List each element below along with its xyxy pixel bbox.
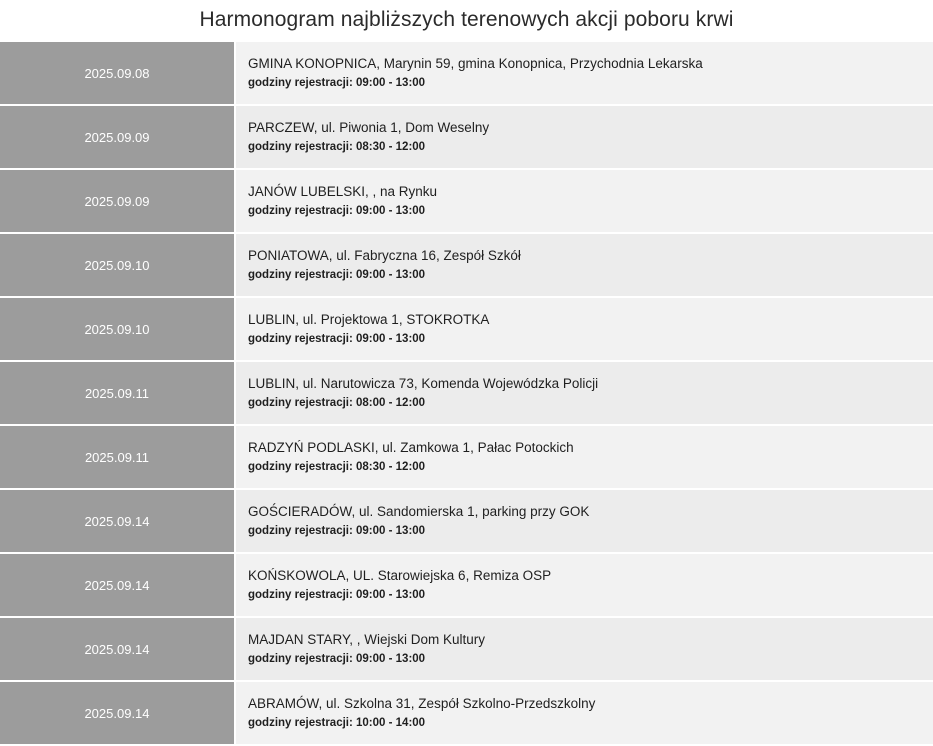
- event-info: [235, 489, 933, 553]
- event-hours: [248, 204, 923, 219]
- event-date: 2025.09.09: [0, 105, 235, 169]
- event-location: MAJDAN STARY, , Wiejski Dom Kultury: [248, 631, 486, 647]
- event-info: [235, 233, 933, 297]
- schedule-table-body: [0, 42, 933, 745]
- event-info: [235, 553, 933, 617]
- event-date: 2025.09.08: [0, 42, 235, 105]
- event-hours-value: 09:00 - 13:00: [356, 77, 426, 90]
- event-hours-label: godziny rejestracji:: [248, 141, 353, 154]
- event-hours-label: godziny rejestracji:: [248, 461, 353, 474]
- event-hours-label: godziny rejestracji:: [248, 77, 353, 90]
- table-row: [0, 233, 933, 297]
- event-hours-value: 08:30 - 12:00: [356, 141, 426, 154]
- event-info: [235, 681, 933, 745]
- schedule-table: [0, 42, 933, 746]
- page-title: Harmonogram najbliższych terenowych akcji poboru krwi: [199, 8, 734, 31]
- event-date: 2025.09.10: [0, 297, 235, 361]
- event-location: LUBLIN, ul. Narutowicza 73, Komenda Wojewódzka Policji: [248, 375, 599, 391]
- event-date: 2025.09.10: [0, 233, 235, 297]
- event-hours: [248, 716, 923, 731]
- event-location: GMINA KONOPNICA, Marynin 59, gmina Konopnica, Przychodnia Lekarska: [248, 55, 703, 71]
- event-hours-label: godziny rejestracji:: [248, 205, 353, 218]
- event-location: ABRAMÓW, ul. Szkolna 31, Zespół Szkolno-Przedszkolny: [248, 695, 596, 711]
- event-hours-value: 09:00 - 13:00: [356, 525, 426, 538]
- event-location: LUBLIN, ul. Projektowa 1, STOKROTKA: [248, 311, 490, 327]
- table-row: [0, 489, 933, 553]
- table-row: [0, 681, 933, 745]
- table-row: [0, 42, 933, 105]
- event-hours-value: 10:00 - 14:00: [356, 717, 426, 730]
- event-location: PONIATOWA, ul. Fabryczna 16, Zespół Szkół: [248, 247, 521, 263]
- event-date: 2025.09.14: [0, 553, 235, 617]
- table-row: [0, 361, 933, 425]
- table-row: [0, 617, 933, 681]
- event-date: 2025.09.14: [0, 489, 235, 553]
- event-hours-label: godziny rejestracji:: [248, 717, 353, 730]
- event-hours: [248, 524, 923, 539]
- event-location: RADZYŃ PODLASKI, ul. Zamkowa 1, Pałac Potockich: [248, 439, 574, 455]
- event-info: [235, 42, 933, 105]
- event-hours-value: 08:00 - 12:00: [356, 397, 426, 410]
- event-location: KOŃSKOWOLA, UL. Starowiejska 6, Remiza OSP: [248, 567, 552, 583]
- event-hours-label: godziny rejestracji:: [248, 653, 353, 666]
- event-hours-label: godziny rejestracji:: [248, 397, 353, 410]
- event-info: [235, 105, 933, 169]
- event-date: 2025.09.14: [0, 681, 235, 745]
- event-hours-label: godziny rejestracji:: [248, 269, 353, 282]
- event-hours: [248, 268, 923, 283]
- event-hours-value: 08:30 - 12:00: [356, 461, 426, 474]
- event-hours: [248, 460, 923, 475]
- event-location: JANÓW LUBELSKI, , na Rynku: [248, 183, 438, 199]
- table-row: [0, 105, 933, 169]
- event-hours-value: 09:00 - 13:00: [356, 269, 426, 282]
- event-location: PARCZEW, ul. Piwonia 1, Dom Weselny: [248, 119, 490, 135]
- table-row: [0, 169, 933, 233]
- event-hours-label: godziny rejestracji:: [248, 333, 353, 346]
- event-hours-value: 09:00 - 13:00: [356, 589, 426, 602]
- event-date: 2025.09.11: [0, 361, 235, 425]
- event-info: [235, 169, 933, 233]
- event-date: 2025.09.09: [0, 169, 235, 233]
- event-info: [235, 361, 933, 425]
- event-hours: [248, 76, 923, 91]
- event-hours: [248, 396, 923, 411]
- table-row: [0, 297, 933, 361]
- event-date: 2025.09.11: [0, 425, 235, 489]
- event-hours-value: 09:00 - 13:00: [356, 333, 426, 346]
- table-row: [0, 553, 933, 617]
- event-location: GOŚCIERADÓW, ul. Sandomierska 1, parking przy GOK: [248, 503, 590, 519]
- event-hours-value: 09:00 - 13:00: [356, 653, 426, 666]
- table-row: [0, 425, 933, 489]
- event-info: [235, 617, 933, 681]
- event-hours: [248, 588, 923, 603]
- event-info: [235, 297, 933, 361]
- event-info: [235, 425, 933, 489]
- event-hours: [248, 140, 923, 155]
- event-date: 2025.09.14: [0, 617, 235, 681]
- event-hours-label: godziny rejestracji:: [248, 589, 353, 602]
- event-hours: [248, 332, 923, 347]
- event-hours: [248, 652, 923, 667]
- event-hours-label: godziny rejestracji:: [248, 525, 353, 538]
- event-hours-value: 09:00 - 13:00: [356, 205, 426, 218]
